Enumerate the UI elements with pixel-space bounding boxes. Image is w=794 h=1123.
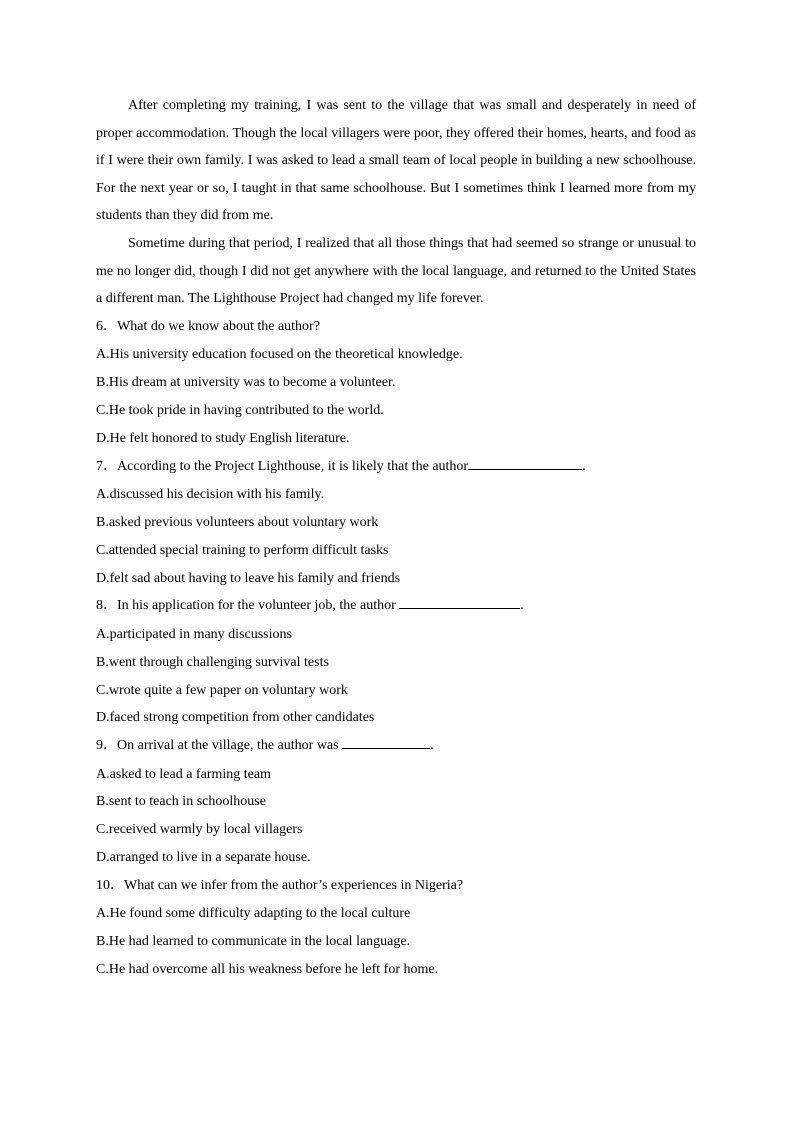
option-b: B.He had learned to communicate in the local language. (96, 934, 411, 950)
question-9 (96, 732, 696, 872)
passage (96, 92, 696, 313)
passage-paragraph-1: After completing my training, I was sent to the village that was small and desperately in need of proper accommodation. Though the local villagers were poor, they offered their homes, hearts, and food as if I were their own family. I was asked to lead a small team of local people in building a new schoolhouse. For the next year or so, I taught in that same schoolhouse. But I sometimes think I learned more from my students than they did from me. (96, 98, 696, 224)
answer-blank (399, 594, 520, 609)
option-a: A.He found some difficulty adapting to the local culture (96, 906, 411, 922)
document-page (96, 92, 696, 984)
answer-blank (468, 455, 582, 470)
option-a: A.discussed his decision with his family. (96, 487, 325, 503)
option-b: B.sent to teach in schoolhouse (96, 794, 266, 810)
passage-paragraph-2: Sometime during that period, I realized that all those things that had seemed so strange or unusual to me no longer did, though I did not get anywhere with the local language, and returned to the United States a different man. The Lighthouse Project had changed my life forever. (96, 235, 696, 307)
answer-blank (342, 734, 430, 749)
option-c: C.He had overcome all his weakness before he left for home. (96, 962, 439, 978)
option-d: D.He felt honored to study English literature. (96, 430, 350, 446)
option-b: B.went through challenging survival tests (96, 654, 329, 670)
question-10 (96, 872, 696, 984)
option-a: A.participated in many discussions (96, 626, 292, 642)
option-d: D.arranged to live in a separate house. (96, 850, 311, 866)
option-c: C.attended special training to perform difficult tasks (96, 542, 389, 558)
question-stem: 8．In his application for the volunteer job, the author . (96, 592, 696, 621)
option-c: C.He took pride in having contributed to the world. (96, 402, 384, 418)
question-stem: 6．What do we know about the author? (96, 318, 320, 334)
option-c: C.wrote quite a few paper on voluntary work (96, 682, 348, 698)
option-d: D.faced strong competition from other candidates (96, 710, 375, 726)
question-7 (96, 453, 696, 593)
question-6 (96, 313, 696, 453)
option-a: A.asked to lead a farming team (96, 766, 271, 782)
question-8 (96, 592, 696, 732)
question-stem: 10．What can we infer from the author’s experiences in Nigeria? (96, 877, 464, 893)
option-c: C.received warmly by local villagers (96, 822, 303, 838)
option-b: B.asked previous volunteers about voluntary work (96, 514, 379, 530)
option-d: D.felt sad about having to leave his family and friends (96, 570, 401, 586)
option-a: A.His university education focused on the theoretical knowledge. (96, 347, 463, 363)
question-stem: 7．According to the Project Lighthouse, it is likely that the author . (96, 453, 696, 482)
question-stem: 9．On arrival at the village, the author was . (96, 732, 696, 761)
option-b: B.His dream at university was to become a volunteer. (96, 375, 396, 391)
